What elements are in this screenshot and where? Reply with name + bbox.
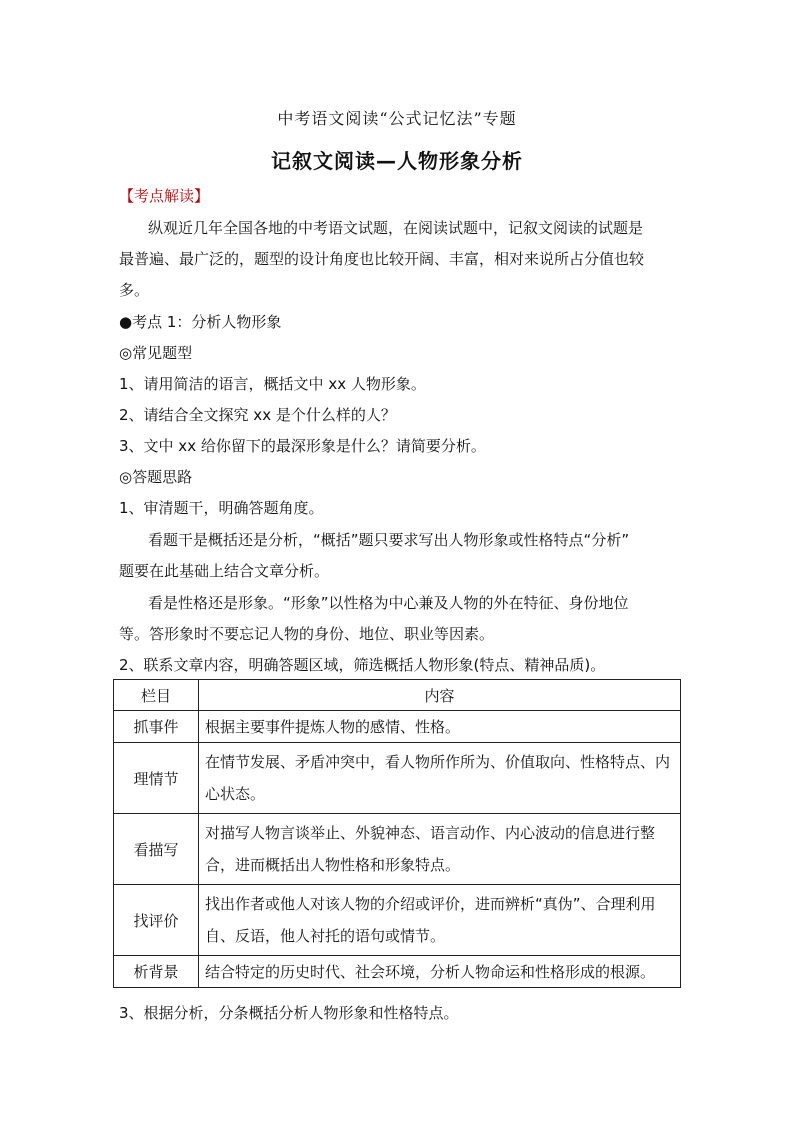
table-row-label: 看描写 <box>114 814 199 885</box>
table-row-label: 抓事件 <box>114 711 199 743</box>
analysis-table <box>113 679 681 988</box>
document-title: 记叙文阅读—人物形象分析 <box>271 149 523 173</box>
intro-line-2: 最普遍、最广泛的，题型的设计角度也比较开阔、丰富，相对来说所占分值也较 <box>119 250 645 268</box>
table-row <box>114 711 681 743</box>
intro-line-3: 多。 <box>119 281 150 299</box>
section-label: 【考点解读】 <box>119 187 210 205</box>
table-row-content: 结合特定的历史时代、社会环境，分析人物命运和性格形成的根源。 <box>199 956 681 988</box>
common-type-item-3: 3、文中 xx 给你留下的最深形象是什么？请简要分析。 <box>119 437 486 455</box>
approach-para-2-line-2: 等。答形象时不要忘记人物的身份、地位、职业等因素。 <box>119 625 495 643</box>
approach-para-1-line-1: 看题干是概括还是分析，“概括”题只要求写出人物形象或性格特点“分析” <box>148 531 630 549</box>
table-header-content: 内容 <box>199 680 681 711</box>
table-row <box>114 885 681 956</box>
point-heading: ●考点 1：分析人物形象 <box>119 313 282 331</box>
table-row-content: 在情节发展、矛盾冲突中，看人物所作所为、价值取向、性格特点、内心状态。 <box>199 743 681 814</box>
common-type-item-2: 2、请结合全文探究 xx 是个什么样的人？ <box>119 406 396 424</box>
table-row <box>114 956 681 988</box>
table-row <box>114 814 681 885</box>
approach-step-3: 3、根据分析，分条概括分析人物形象和性格特点。 <box>119 1004 459 1022</box>
table-header-column: 栏目 <box>114 680 199 711</box>
table-row-label: 析背景 <box>114 956 199 988</box>
table-row-content: 根据主要事件提炼人物的感情、性格。 <box>199 711 681 743</box>
table-row-content: 对描写人物言谈举止、外貌神态、语言动作、内心波动的信息进行整合，进而概括出人物性格和形象特点。 <box>199 814 681 885</box>
table-header-row <box>114 680 681 711</box>
approach-para-2-line-1: 看是性格还是形象。“形象”以性格为中心兼及人物的外在特征、身份地位 <box>148 594 629 612</box>
intro-line-1: 纵观近几年全国各地的中考语文试题，在阅读试题中，记叙文阅读的试题是 <box>148 219 644 237</box>
table-row-label: 理情节 <box>114 743 199 814</box>
approach-para-1-line-2: 题要在此基础上结合文章分析。 <box>119 562 330 580</box>
approach-step-1: 1、审清题干，明确答题角度。 <box>119 499 324 517</box>
table-row-content: 找出作者或他人对该人物的介绍或评价，进而辨析“真伪”、合理利用自、反语，他人衬托的语句或情节。 <box>199 885 681 956</box>
approach-heading: ◎答题思路 <box>119 468 193 486</box>
common-type-item-1: 1、请用简洁的语言，概括文中 xx 人物形象。 <box>119 375 426 393</box>
table-row-label: 找评价 <box>114 885 199 956</box>
document-subtitle: 中考语文阅读“公式记忆法”专题 <box>277 109 517 128</box>
common-types-heading: ◎常见题型 <box>119 344 193 362</box>
approach-step-2: 2、联系文章内容，明确答题区域，筛选概括人物形象(特点、精神品质)。 <box>119 656 606 674</box>
table-row <box>114 743 681 814</box>
